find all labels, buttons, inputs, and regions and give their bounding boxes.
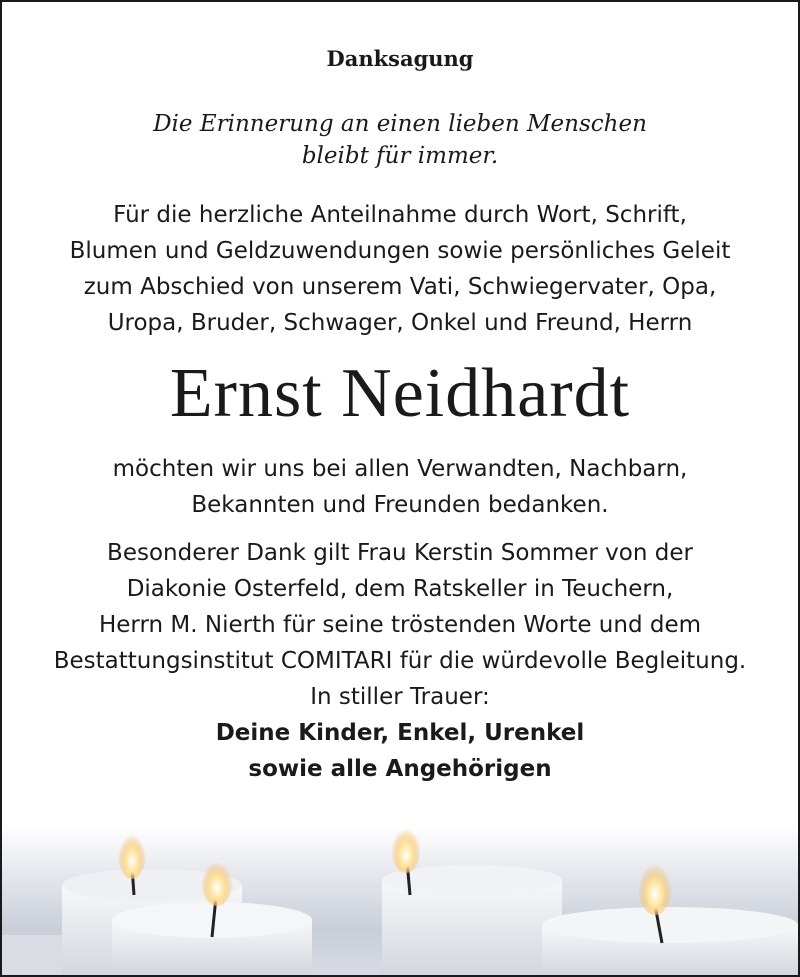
special-thanks	[2, 535, 798, 679]
text-line: Bestattungsinstitut COMITARI für die würdevolle Begleitung.	[53, 648, 747, 674]
thanks-outro	[2, 451, 798, 523]
text-line: Blumen und Geldzuwendungen sowie persönliches Geleit	[69, 238, 731, 264]
text-line: Diakonie Osterfeld, dem Ratskeller in Teuchern,	[126, 576, 674, 602]
thanks-intro	[2, 197, 798, 341]
text-line: Uropa, Bruder, Schwager, Onkel und Freund, Herrn	[107, 310, 693, 336]
text-line: Bekannten und Freunden bedanken.	[191, 492, 609, 518]
text-line: zum Abschied von unserem Vati, Schwiegervater, Opa,	[83, 274, 717, 300]
quote-line: Die Erinnerung an einen lieben Menschen	[153, 111, 647, 137]
memorial-quote	[2, 108, 798, 172]
candles-image	[2, 825, 798, 975]
text-line: Für die herzliche Anteilnahme durch Wort, Schrift,	[113, 202, 687, 228]
signature-line: Deine Kinder, Enkel, Urenkel	[215, 720, 585, 746]
quote-line: bleibt für immer.	[301, 143, 499, 169]
text-line: Besonderer Dank gilt Frau Kerstin Sommer von der	[107, 540, 693, 566]
signature-block	[2, 679, 798, 787]
deceased-name: Ernst Neidhardt	[169, 355, 631, 432]
text-line: möchten wir uns bei allen Verwandten, Nachbarn,	[112, 456, 688, 482]
notice-heading: Danksagung	[326, 46, 474, 71]
text-line: Herrn M. Nierth für seine tröstenden Worte und dem	[98, 612, 702, 638]
closing-text: In stiller Trauer:	[310, 684, 490, 710]
signature-line: sowie alle Angehörigen	[248, 756, 552, 782]
